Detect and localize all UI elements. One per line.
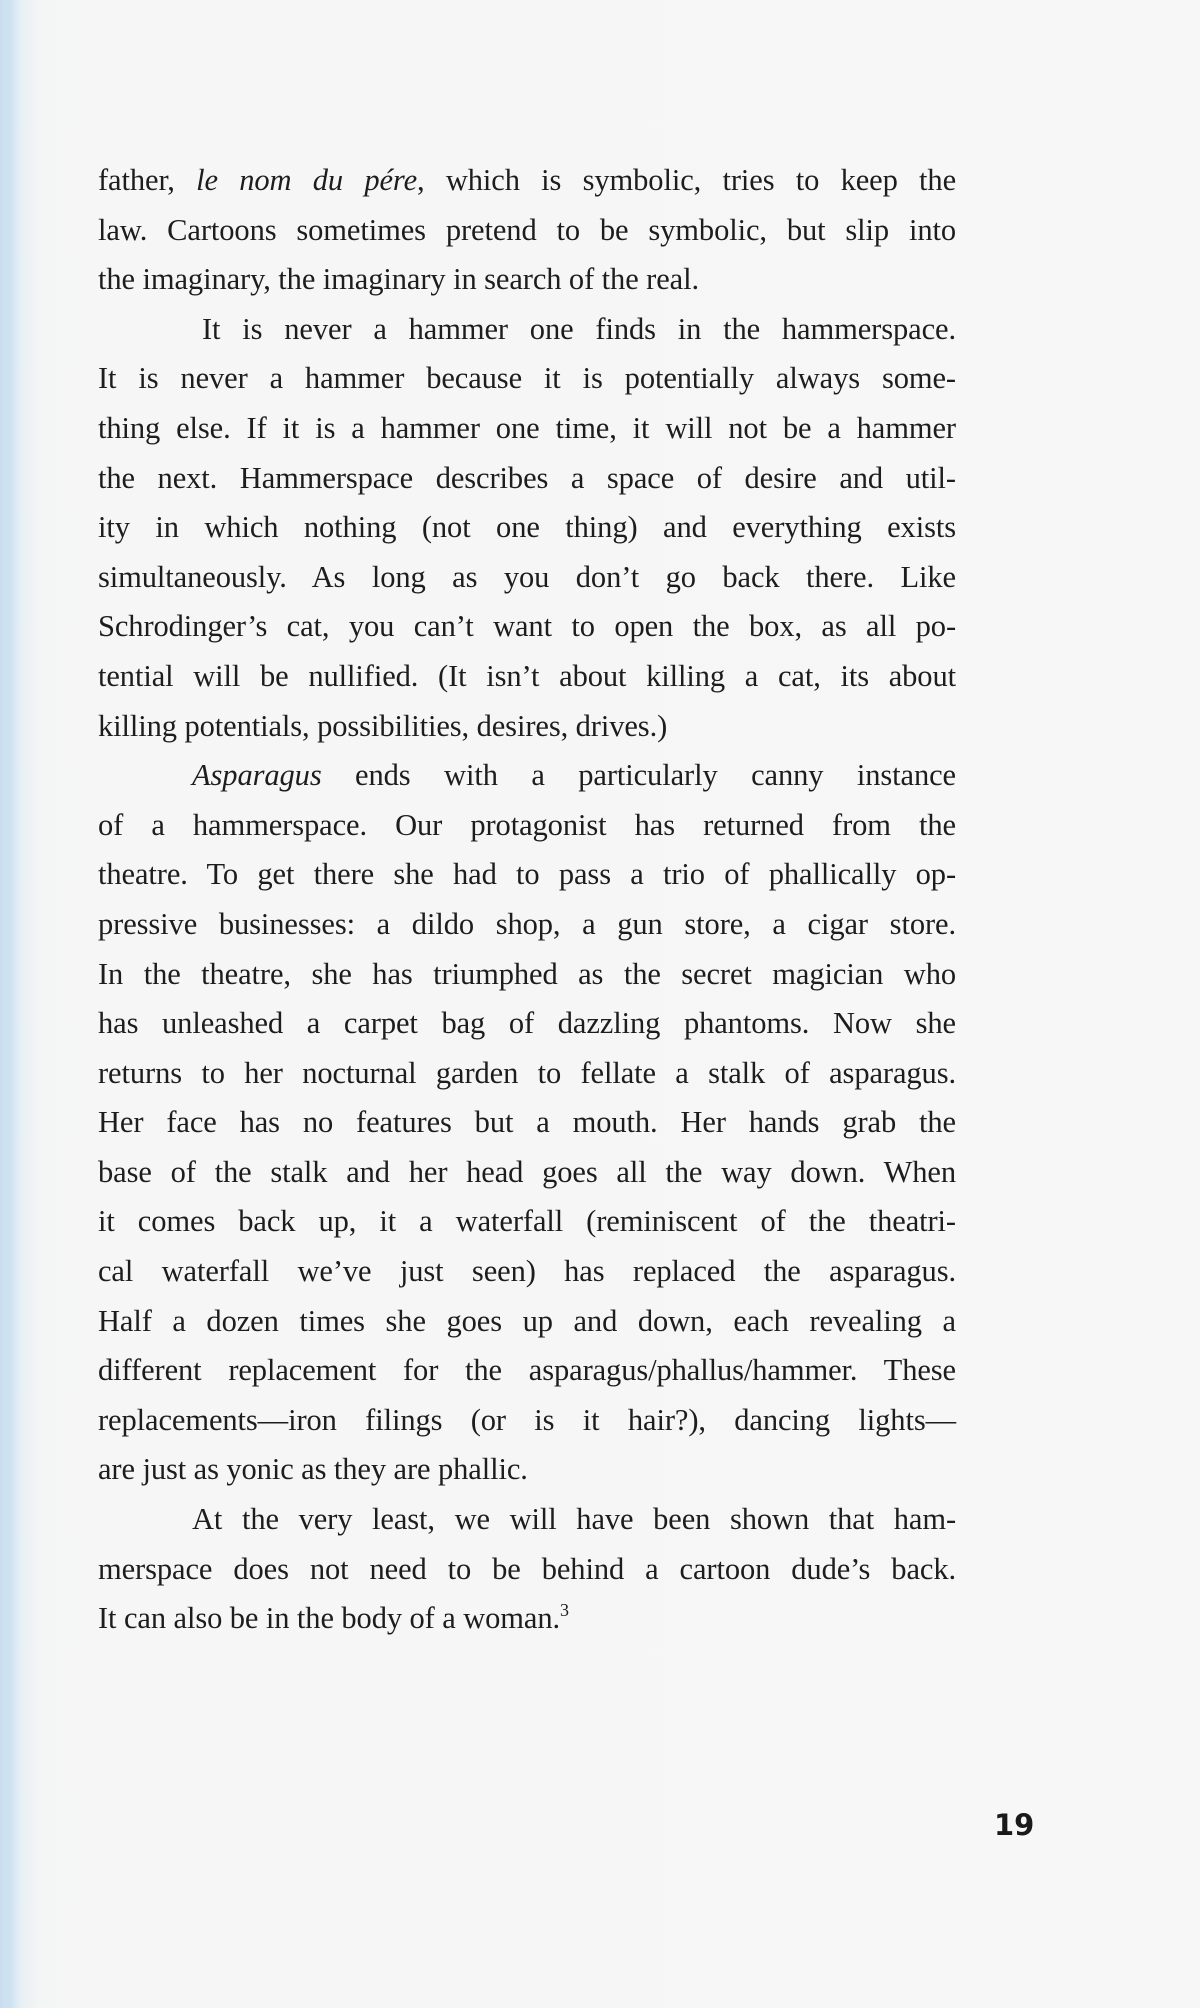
text-line: It is never a hammer because it is potentially always some- <box>98 361 956 396</box>
paragraph <box>98 156 956 305</box>
text-line: Schrodinger’s cat, you can’t want to open the box, as all po- <box>98 609 956 644</box>
text-line <box>98 751 956 801</box>
text-line: has unleashed a carpet bag of dazzling phantoms. Now she <box>98 1006 956 1041</box>
text-line: different replacement for the asparagus/phallus/hammer. These <box>98 1353 956 1388</box>
text-line: simultaneously. As long as you don’t go back there. Like <box>98 559 956 594</box>
spine-shadow <box>0 0 14 2008</box>
text-line: base of the stalk and her head goes all the way down. When <box>98 1154 956 1189</box>
text-line: law. Cartoons sometimes pretend to be symbolic, but slip into <box>98 212 956 247</box>
text-line: tential will be nullified. (It isn’t about killing a cat, its about <box>98 658 956 693</box>
text-run: , which is symbolic, tries to keep the <box>417 163 957 197</box>
italic-text: le nom du pére <box>196 163 418 197</box>
footnote-marker[interactable]: 3 <box>560 1600 569 1621</box>
text-line: returns to her nocturnal garden to fellate a stalk of asparagus. <box>98 1055 956 1090</box>
text-line: theatre. To get there she had to pass a trio of phallically op- <box>98 857 956 892</box>
paragraph <box>98 1495 956 1644</box>
text-line: it comes back up, it a waterfall (reminiscent of the theatri- <box>98 1204 956 1239</box>
text-line: In the theatre, she has triumphed as the secret magician who <box>98 956 956 991</box>
text-line: of a hammerspace. Our protagonist has returned from the <box>98 807 956 842</box>
text-line: are just as yonic as they are phallic. <box>98 1452 528 1487</box>
text-run: father, <box>98 163 197 197</box>
page-number: 19 <box>994 1808 1035 1842</box>
text-line: Her face has no features but a mouth. Her hands grab the <box>98 1105 956 1140</box>
text-line: killing potentials, possibilities, desires, drives.) <box>98 708 668 743</box>
text-line: merspace does not need to be behind a cartoon dude’s back. <box>98 1551 956 1586</box>
text-line: It is never a hammer one finds in the hammerspace. <box>202 311 956 346</box>
paragraph <box>98 305 956 751</box>
text-run: ends with a particularly canny instance <box>321 758 956 793</box>
text-line: pressive businesses: a dildo shop, a gun store, a cigar store. <box>98 906 956 941</box>
text-line: ity in which nothing (not one thing) and everything exists <box>98 510 956 545</box>
text-line: the next. Hammerspace describes a space of desire and util- <box>98 460 956 495</box>
italic-text: Asparagus <box>192 758 322 793</box>
body-text <box>98 156 956 1644</box>
text-line: the imaginary, the imaginary in search of the real. <box>98 262 699 297</box>
text-line <box>98 1594 956 1644</box>
paragraph <box>98 751 956 1495</box>
text-line: Half a dozen times she goes up and down, each revealing a <box>98 1303 956 1338</box>
text-line <box>98 156 956 206</box>
text-line: replacements—iron filings (or is it hair?), dancing lights— <box>98 1402 956 1437</box>
text-line: cal waterfall we’ve just seen) has replaced the asparagus. <box>98 1254 956 1289</box>
text-line: thing else. If it is a hammer one time, it will not be a hammer <box>98 410 956 445</box>
text-run: It can also be in the body of a woman. <box>98 1601 561 1636</box>
text-line: At the very least, we will have been shown that ham- <box>192 1502 956 1537</box>
